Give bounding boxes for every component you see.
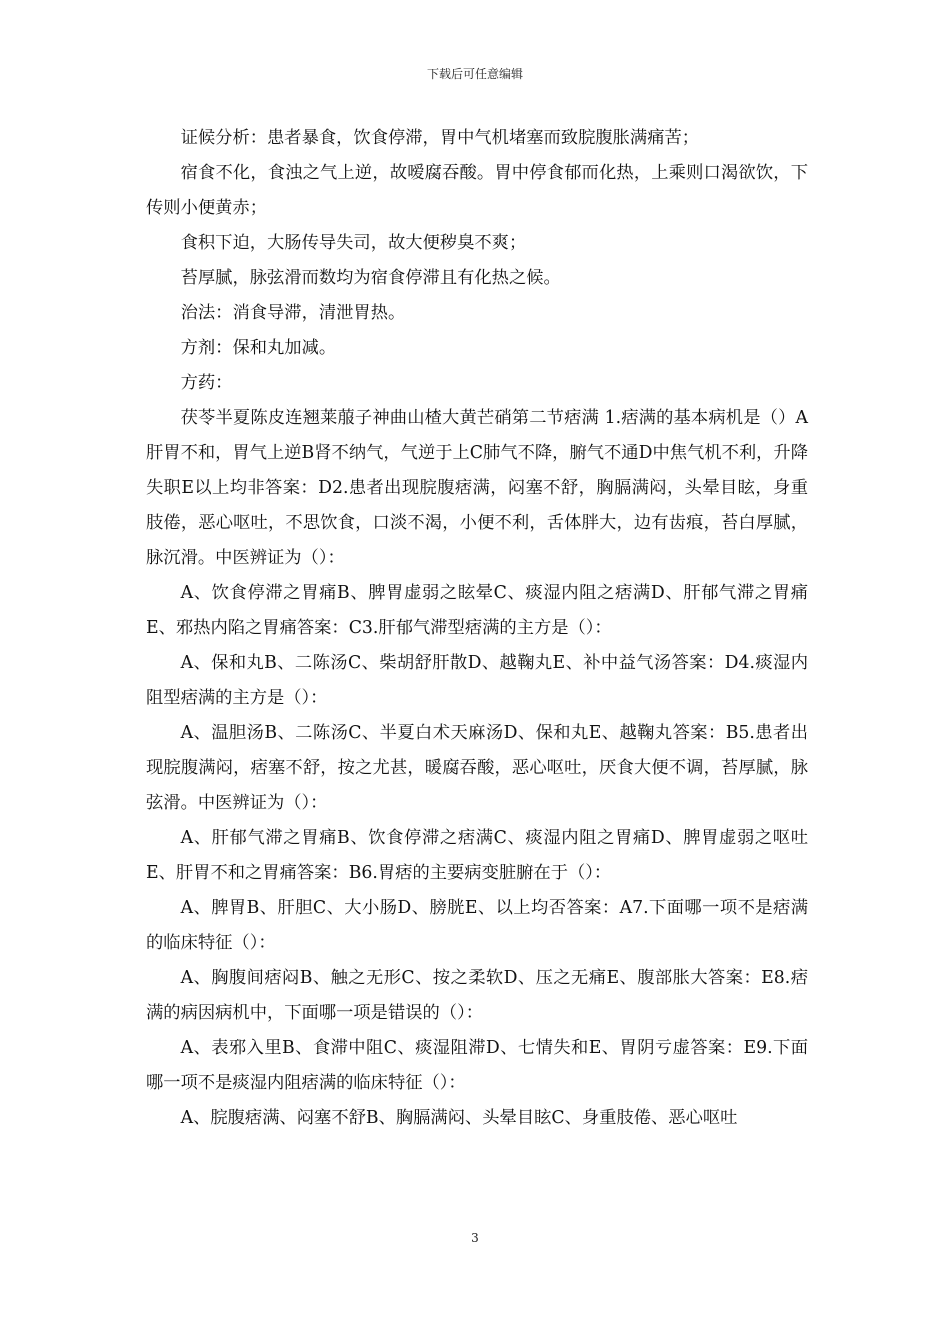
- paragraph: 宿食不化，食浊之气上逆，故嗳腐吞酸。胃中停食郁而化热，上乘则口渴欲饮，下传则小便黄赤；: [146, 163, 808, 218]
- document-body: [146, 121, 808, 1136]
- paragraph: A、表邪入里B、食滞中阻C、痰湿阻滞D、七情失和E、胃阴亏虚答案：E9.下面哪一项不是痰湿内阻痞满的临床特征（）：: [146, 1038, 808, 1093]
- paragraph: A、饮食停滞之胃痛B、脾胃虚弱之眩晕C、痰湿内阻之痞满D、肝郁气滞之胃痛E、邪热内陷之胃痛答案：C3.肝郁气滞型痞满的主方是（）：: [146, 583, 808, 638]
- paragraph: 治法：消食导滞，清泄胃热。: [180, 303, 406, 323]
- page-header: 下载后可任意编辑: [426, 67, 523, 81]
- paragraph: A、脘腹痞满、闷塞不舒B、胸膈满闷、头晕目眩C、身重肢倦、恶心呕吐: [180, 1108, 738, 1128]
- page-number: 3: [471, 1231, 479, 1245]
- paragraph: A、温胆汤B、二陈汤C、半夏白术天麻汤D、保和丸E、越鞠丸答案：B5.患者出现脘腹满闷，痞塞不舒，按之尤甚，暖腐吞酸，恶心呕吐，厌食大便不调，苔厚腻，脉弦滑。中医辨证为（）：: [146, 723, 808, 813]
- paragraph: A、肝郁气滞之胃痛B、饮食停滞之痞满C、痰湿内阻之胃痛D、脾胃虚弱之呕吐E、肝胃不和之胃痛答案：B6.胃痞的主要病变脏腑在于（）：: [146, 828, 808, 883]
- paragraph: A、胸腹间痞闷B、触之无形C、按之柔软D、压之无痛E、腹部胀大答案：E8.痞满的病因病机中，下面哪一项是错误的（）：: [146, 968, 808, 1023]
- paragraph: A、保和丸B、二陈汤C、柴胡舒肝散D、越鞠丸E、补中益气汤答案：D4.痰湿内阻型痞满的主方是（）：: [146, 653, 808, 708]
- paragraph: 食积下迫，大肠传导失司，故大便秽臭不爽；: [180, 233, 527, 253]
- paragraph: 证候分析：患者暴食，饮食停滞，胃中气机堵塞而致脘腹胀满痛苦；: [180, 128, 700, 148]
- paragraph: 方药：: [180, 373, 233, 393]
- paragraph: 方剂：保和丸加减。: [180, 338, 337, 358]
- paragraph: 苔厚腻，脉弦滑而数均为宿食停滞且有化热之候。: [180, 268, 561, 288]
- paragraph: A、脾胃B、肝胆C、大小肠D、膀胱E、以上均否答案：A7.下面哪一项不是痞满的临床特征（）：: [146, 898, 808, 953]
- paragraph: 茯苓半夏陈皮连翘莱菔子神曲山楂大黄芒硝第二节痞满 1.痞满的基本病机是（）A肝胃不和，胃气上逆B肾不纳气，气逆于上C肺气不降，腑气不通D中焦气机不利，升降失职E以上均非答案：D2.患者出现脘腹痞满，闷塞不舒，胸膈满闷，头晕目眩，身重肢倦，恶心呕吐，不思饮食，口淡不渴，小便不利，舌体胖大，边有齿痕，苔白厚腻，脉沉滑。中医辨证为（）：: [146, 408, 808, 568]
